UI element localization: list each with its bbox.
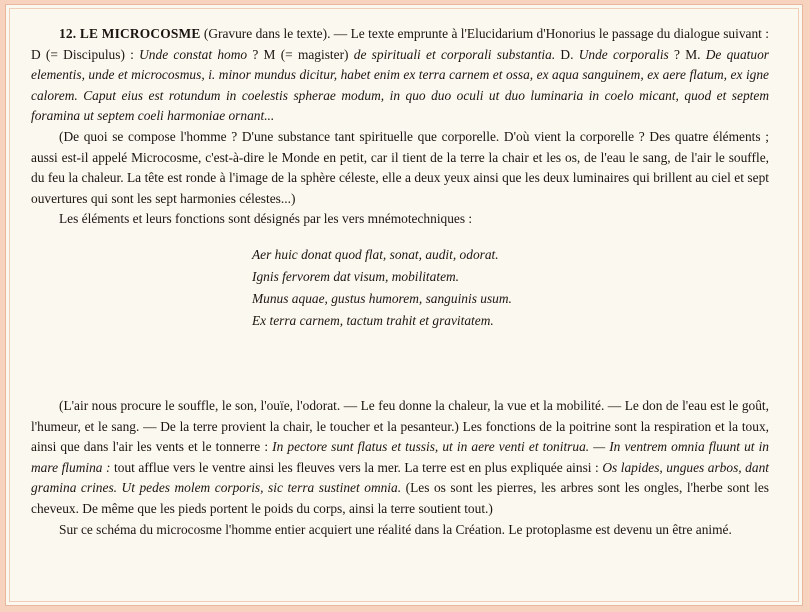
latin-run: Unde constat homo: [139, 46, 248, 62]
document-section-2: [31, 396, 769, 540]
text-run: (Les os sont les pierres, les arbres sont les ongles, l'herbe sont les cheveux. De même que les pieds portent le poids du corps, ainsi la terre soutient tout.): [31, 480, 769, 516]
paragraph-latin-dialogue: [31, 24, 769, 127]
verse-line: Ex terra carnem, tactum trahit et gravitatem.: [252, 312, 494, 328]
text-run: D.: [555, 46, 579, 62]
paragraph-conclusion: Sur ce schéma du microcosme l'homme entier acquiert une réalité dans la Création. Le protoplasme est devenu un être animé.: [59, 521, 732, 537]
latin-run: de spirituali et corporali substantia.: [353, 46, 556, 62]
paragraph-elements-explained: [31, 396, 769, 520]
text-run: ? M.: [668, 46, 706, 62]
document-section-1: [31, 24, 769, 332]
latin-run: In pectore sunt flatus et tussis, ut in aere venti et tonitrua. — In ventrem omnia fluunt ut in mare flumina :: [31, 439, 770, 475]
section-heading: 12. LE MICROCOSME: [59, 26, 201, 41]
text-run: ? M (= magister): [247, 46, 354, 62]
text-run: (Gravure dans le texte). — Le texte emprunte à l'Elucidarium d'Honorius le passage du dialogue suivant : D (= Discipulus) :: [31, 26, 769, 62]
verse-line: Ignis fervorem dat visum, mobilitatem.: [252, 268, 460, 284]
paragraph-verses-intro: Les éléments et leurs fonctions sont désignés par les vers mnémotechniques :: [59, 211, 473, 227]
latin-run: Unde corporalis: [578, 46, 669, 62]
text-run: (L'air nous procure le souffle, le son, l'ouïe, l'odorat. — Le feu donne la chaleur, la vue et la mobilité. — Le don de l'eau est le goût, l'humeur, et le sang. — De la terre provient la chair, le toucher et la pesanteur.) Les fonctions de la poitrine sont la respiration et la toux, ainsi que dans l'air les vents et le tonnerre :: [31, 398, 769, 455]
text-run: tout afflue vers le ventre ainsi les fleuves vers la mer. La terre est en plus expliquée ainsi :: [110, 459, 603, 475]
verse-line: Aer huic donat quod flat, sonat, audit, odorat.: [252, 246, 499, 262]
latin-run: Os lapides, ungues arbos, dant gramina crines. Ut pedes molem corporis, sic terra sustinet omnia.: [31, 459, 769, 496]
verse-block: [252, 244, 769, 332]
paragraph-translation: (De quoi se compose l'homme ? D'une substance tant spirituelle que corporelle. D'où vient la corporelle ? Des quatre éléments ; aussi est-il appelé Microcosme, c'est-à-dire le Monde en petit, car il tient de la terre la chair et les os, de l'eau le sang, de l'air le souffle, du feu la chaleur. La tête est ronde à l'image de la sphère céleste, elle a deux yeux ainsi que les deux luminaires qui brillent au ciel et sept ouvertures qui sont les sept harmonies célestes...): [31, 128, 769, 206]
verse-line: Munus aquae, gustus humorem, sanguinis usum.: [252, 290, 512, 306]
latin-run: De quatuor elementis, unde et microcosmus, i. minor mundus dicitur, habet enim ex terra carnem et ossa, ex aqua sanguinem, ex aere flatum, ex igne calorem. Caput eius est rotundum in coelestis spherae modum, in quo duo oculi ut duo luminaria in coelo micant, quod et septem foramina ut septem coeli harmoniae ornant...: [31, 46, 770, 124]
